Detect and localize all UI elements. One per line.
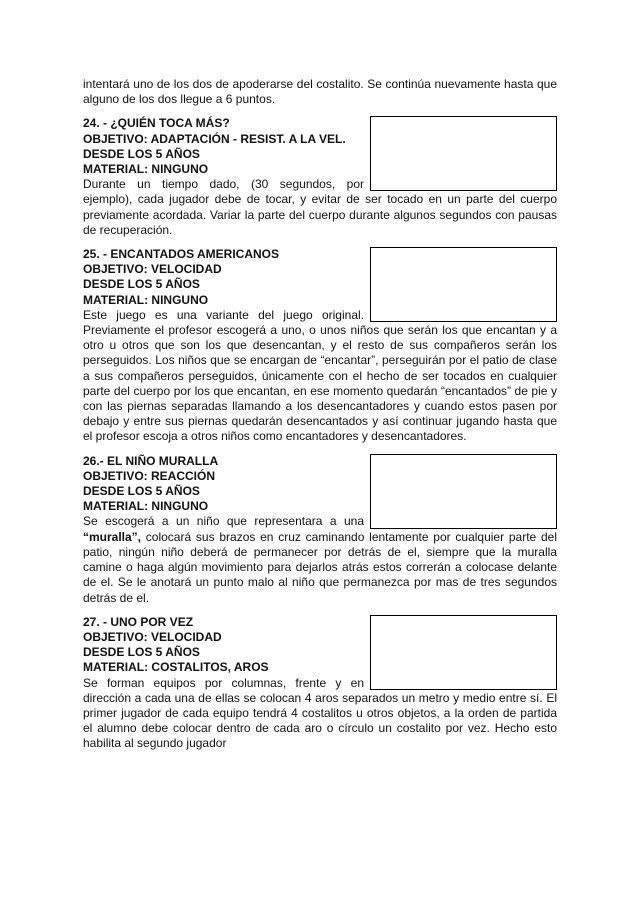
body-text-pre: Se escogerá a un niño que representara a una: [83, 514, 364, 529]
section-24: [83, 116, 557, 238]
body-text-post: colocará sus brazos en cruz caminando lentamente por cualquier parte del patio, ningún niño deberá de permanecer por detrás de el, siempre que la muralla camine o haga algún movimiento para dejarlos atrás estos correrán a colocase delante de el. Se le anotará un punto malo al niño que permanezca por mas de tres segundos detrás de el.: [83, 529, 557, 605]
section-body: Se forman equipos por columnas, frente y en dirección a cada una de ellas se colocan 4 aros separados un metro y medio entre sí. El primer jugador de cada equipo tendrá 4 costalitos u otros objetos, a la orden de partida el alumno debe colocar dentro de cada aro o círculo un costalito por vez. Hecho esto habilita al segundo jugador: [83, 675, 557, 751]
section-body: Este juego es una variante del juego original. Previamente el profesor escogerá a uno, o unos niños que serán los que encantan y a otro u otros que son los que desencantan, y el resto de sus compañeros serán los perseguidos. Los niños que se encargan de “encantar”, perseguirán por el patio de clase a sus compañeros perseguidos, únicamente con el hecho de ser tocados en cualquier parte del cuerpo por los que encantan, en ese momento quedarán “encantados” de pie y con las piernas separadas llamando a los desencantadores y cuando estos pasen por debajo y entre sus piernas quedarán desencantados y así continuar jugando hasta que el profesor escoja a otros niños como encantadores y desencantadores.: [83, 307, 557, 444]
image-placeholder-24: [370, 116, 557, 191]
image-placeholder-25: [370, 247, 557, 322]
section-title: 25. - ENCANTADOS AMERICANOS: [83, 247, 280, 262]
body-text-bold: “muralla”,: [83, 529, 142, 544]
section-objective: OBJETIVO: REACCIÓN: [83, 468, 216, 483]
section-25: [83, 247, 557, 445]
section-age: DESDE LOS 5 AÑOS: [83, 484, 200, 499]
section-objective: OBJETIVO: ADAPTACIÓN - RESIST. A LA VEL.: [83, 131, 346, 146]
section-objective: OBJETIVO: VELOCIDAD: [83, 629, 222, 644]
intro-paragraph: intentará uno de los dos de apoderarse del costalito. Se continúa nuevamente hasta que alguno de los dos llegue a 6 puntos.: [83, 77, 557, 107]
section-27: [83, 615, 557, 752]
section-title: 27. - UNO POR VEZ: [83, 614, 194, 629]
section-title: 26.- EL NIÑO MURALLA: [83, 453, 219, 468]
section-body: Durante un tiempo dado, (30 segundos, por ejemplo), cada jugador debe de tocar, y evitar de ser tocado en un parte del cuerpo previamente acordada. Variar la parte del cuerpo durante algunos segundos con pausas de recuperación.: [83, 177, 557, 237]
section-age: DESDE LOS 5 AÑOS: [83, 146, 200, 161]
section-material: MATERIAL: COSTALITOS, AROS: [83, 660, 269, 675]
section-material: MATERIAL: NINGUNO: [83, 499, 209, 514]
section-title: 24. - ¿QUIÉN TOCA MÁS?: [83, 116, 230, 131]
image-placeholder-26: [370, 454, 557, 529]
section-objective: OBJETIVO: VELOCIDAD: [83, 262, 222, 277]
document-page: [83, 77, 557, 752]
image-placeholder-27: [370, 615, 557, 690]
section-age: DESDE LOS 5 AÑOS: [83, 645, 200, 660]
section-26: [83, 454, 557, 606]
section-age: DESDE LOS 5 AÑOS: [83, 277, 200, 292]
section-material: MATERIAL: NINGUNO: [83, 162, 209, 177]
section-material: MATERIAL: NINGUNO: [83, 292, 209, 307]
